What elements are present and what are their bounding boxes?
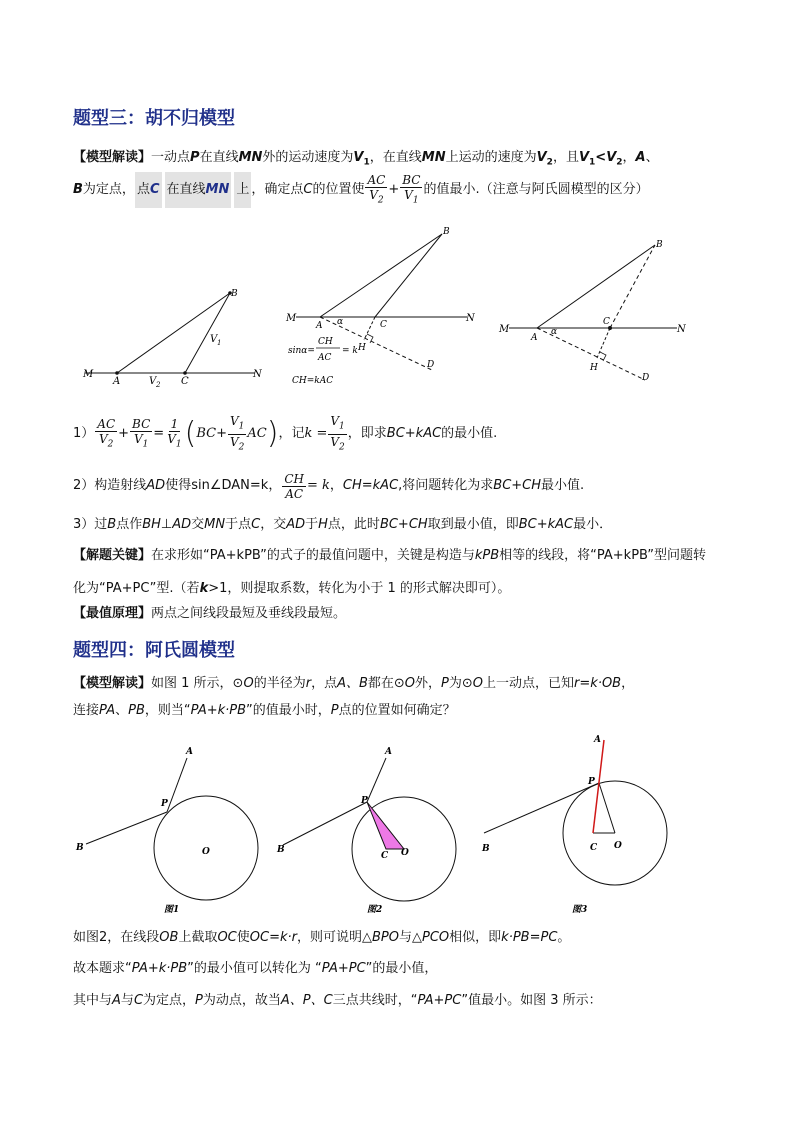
key-line1: 【解题关键】在求形如“PA+kPB”的式子的最值问题中，关键是构造与kPB相等的线段，将“PA+kPB”型问题转: [73, 548, 706, 563]
step1: 1） $\frac{AC}{V_2}$ + $\frac{BC}{V_1}$ = $\frac{1}{V_1}$ ( BC + $\frac{V_1}{V_2}$ AC ) ，记 k = $\frac{V_1}{V_2}$ ，即求 BC+kAC 的最小值.: [73, 414, 498, 452]
svg-text:A: A: [316, 321, 323, 331]
svg-text:O: O: [614, 841, 622, 851]
svg-text:B: B: [482, 844, 490, 854]
huburgui-figure-minimum: [497, 235, 692, 385]
svg-text:A: A: [113, 376, 121, 387]
step2: 2）构造射线 AD 使得 sin∠DAN=k ， $\frac{CH}{AC}$ = k ， CH=kAC ,将问题转化为求 BC+CH 最小值.: [73, 471, 585, 501]
svg-text:V: V: [149, 376, 157, 387]
svg-text:A: A: [186, 747, 193, 757]
svg-text:N: N: [253, 369, 262, 380]
svg-text:N: N: [466, 313, 475, 324]
svg-text:O: O: [401, 848, 409, 858]
apollonius-figure-1: [70, 740, 270, 920]
section3-intro-line1: 【模型解读】一动点P在直线MN外的运动速度为$V_1$，在直线MN上运动的速度为$V_2$，且$V_1<V_2$，A、: [73, 150, 659, 168]
svg-text:C: C: [603, 317, 610, 327]
svg-text:M: M: [499, 324, 510, 335]
svg-text:C: C: [181, 376, 189, 387]
svg-text:B: B: [443, 227, 450, 237]
label-M: M: [83, 369, 94, 380]
svg-text:C: C: [590, 843, 598, 853]
svg-text:B: B: [76, 843, 84, 853]
huburgui-figure-basic: [75, 285, 275, 390]
svg-text:O: O: [202, 847, 210, 857]
section4-intro-line2: 连接PA、PB，则当“PA+k·PB”的值最小时，P点的位置如何确定？: [73, 703, 456, 718]
svg-text:B: B: [656, 240, 663, 250]
svg-text:CH=kAC: CH=kAC: [292, 376, 334, 386]
svg-text:B: B: [231, 289, 238, 299]
svg-text:= k: = k: [342, 346, 358, 356]
svg-text:P: P: [361, 796, 368, 806]
svg-text:AC: AC: [318, 353, 332, 363]
svg-text:V: V: [210, 334, 218, 345]
svg-text:1: 1: [217, 339, 222, 347]
svg-text:CH: CH: [318, 337, 333, 347]
svg-text:C: C: [380, 320, 387, 330]
svg-text:D: D: [642, 373, 650, 383]
svg-text:B: B: [277, 845, 285, 855]
section3-title: 题型三：胡不归模型: [73, 108, 235, 129]
svg-text:α: α: [337, 317, 344, 327]
section4-para3: 其中与A与C为定点，P为动点，故当A、P、C三点共线时，“PA+PC”值最小。如图 3 所示：: [73, 993, 602, 1008]
key-line2: 化为“PA+PC”型.（若k>1，则提取系数，转化为小于 1 的形式解决即可）。: [73, 581, 511, 596]
apollonius-figure-2: [273, 740, 473, 920]
svg-text:A: A: [594, 735, 601, 745]
section4-title: 题型四：阿氏圆模型: [73, 640, 235, 661]
svg-text:H: H: [358, 343, 366, 353]
principle: 【最值原理】两点之间线段最短及垂线段最短。: [73, 606, 347, 621]
svg-text:A: A: [385, 747, 392, 757]
svg-text:N: N: [677, 324, 686, 335]
svg-text:P: P: [161, 799, 168, 809]
svg-text:M: M: [286, 313, 297, 324]
svg-text:2: 2: [156, 381, 161, 389]
svg-text:A: A: [531, 333, 538, 343]
section4-para1: 如图2，在线段OB上截取OC使OC=k·r，则可说明△BPO与△PCO相似，即k·PB=PC。: [73, 930, 571, 945]
step3: 3）过B点作BH⊥AD交MN于点C，交AD于H点，此时BC+CH取到最小值，即BC+kAC最小．: [73, 517, 613, 532]
fig1-caption: 图1: [164, 905, 180, 915]
svg-text:H: H: [590, 363, 598, 373]
section4-para2: 故本题求“PA+k·PB”的最小值可以转化为 “PA+PC”的最小值，: [73, 961, 438, 976]
svg-text:sinα=: sinα=: [288, 346, 315, 356]
apollonius-figure-3: [478, 730, 678, 920]
fig3-caption: 图3: [572, 905, 588, 915]
section3-intro-line2: B 为定点， 点C 在直线MN 上 ，确定点 C 的位置使 $\frac{AC}{V_2}$ + $\frac{BC}{V_1}$ 的值最小.（注意与阿氏圆模型的区分）: [73, 172, 649, 208]
svg-text:C: C: [381, 851, 389, 861]
huburgui-figure-construction: [282, 222, 482, 392]
svg-text:α: α: [551, 327, 558, 337]
section4-intro-line1: 【模型解读】如图 1 所示，⊙O的半径为r，点A、B都在⊙O外，P为⊙O上一动点，已知r=k·OB，: [73, 676, 635, 691]
model-tag: 【模型解读】: [73, 150, 152, 165]
fig2-caption: 图2: [367, 905, 383, 915]
svg-text:D: D: [427, 360, 435, 370]
svg-text:P: P: [588, 777, 595, 787]
